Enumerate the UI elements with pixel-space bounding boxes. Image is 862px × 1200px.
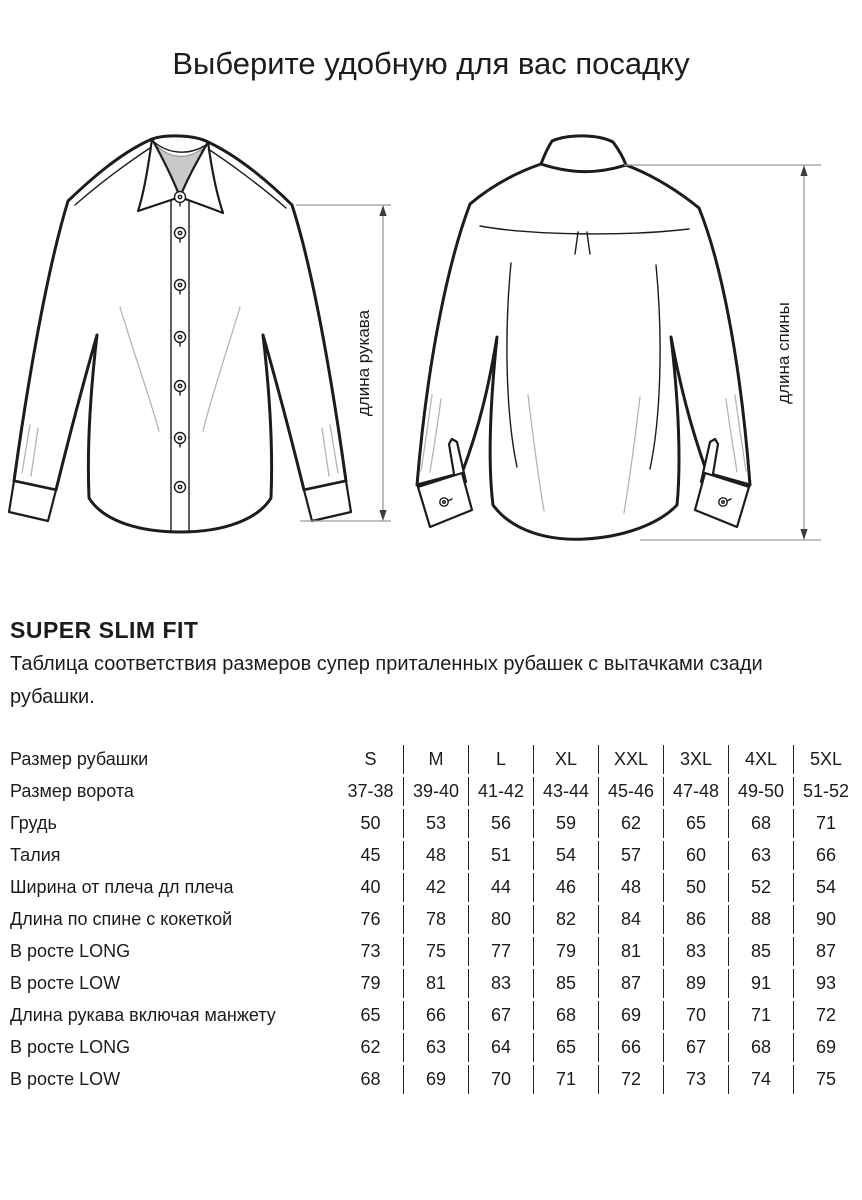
cell-value: 63 [403, 1033, 468, 1062]
cell-value: 48 [403, 841, 468, 870]
table-row [10, 969, 858, 998]
cell-value: 66 [598, 1033, 663, 1062]
row-label: В росте LOW [10, 973, 121, 993]
row-label: Грудь [10, 813, 57, 833]
cell-value: 72 [793, 1001, 858, 1030]
row-label: Длина по спине с кокеткой [10, 909, 233, 929]
table-row [10, 1001, 858, 1030]
fit-description: Таблица соответствия размеров супер приталенных рубашек с вытачками сзади рубашки. [10, 653, 763, 708]
cell-value: 50 [360, 813, 381, 833]
cell-value: 87 [793, 937, 858, 966]
back-length-label: длина спины [774, 302, 793, 404]
cell-value: XL [533, 745, 598, 774]
cell-value: 66 [403, 1001, 468, 1030]
size-table-body [10, 745, 858, 1094]
cell-value: 69 [403, 1065, 468, 1094]
sleeve-length-label: длина рукава [354, 309, 373, 417]
cell-value: 5XL [793, 745, 858, 774]
cell-value: 91 [728, 969, 793, 998]
cell-value: 81 [403, 969, 468, 998]
row-label: Длина рукава включая манжету [10, 1005, 276, 1025]
cell-value: 85 [533, 969, 598, 998]
cell-value: 40 [360, 877, 381, 897]
cell-value: 44 [468, 873, 533, 902]
cell-value: 65 [533, 1033, 598, 1062]
cell-value: 70 [663, 1001, 728, 1030]
cell-value: 42 [403, 873, 468, 902]
cell-value: 71 [533, 1065, 598, 1094]
shirt-diagram [0, 95, 862, 575]
cell-value: 69 [793, 1033, 858, 1062]
back-shirt-drawing [417, 136, 750, 539]
cell-value: 69 [598, 1001, 663, 1030]
table-row [10, 1033, 858, 1062]
cell-value: 51 [468, 841, 533, 870]
cell-value: 57 [598, 841, 663, 870]
table-row [10, 905, 858, 934]
cell-value: 63 [728, 841, 793, 870]
cell-value: 47-48 [663, 777, 728, 806]
cell-value: 66 [793, 841, 858, 870]
cell-value: 82 [533, 905, 598, 934]
cell-value: S [364, 749, 377, 769]
cell-value: 67 [663, 1033, 728, 1062]
cell-value: 79 [533, 937, 598, 966]
cell-value: 90 [793, 905, 858, 934]
cell-value: 81 [598, 937, 663, 966]
cell-value: 49-50 [728, 777, 793, 806]
cell-value: 39-40 [403, 777, 468, 806]
cell-value: 64 [468, 1033, 533, 1062]
size-table [10, 742, 858, 1097]
cell-value: 54 [793, 873, 858, 902]
cell-value: 65 [360, 1005, 381, 1025]
cell-value: 52 [728, 873, 793, 902]
cell-value: 41-42 [468, 777, 533, 806]
row-label: Ширина от плеча дл плеча [10, 877, 234, 897]
cell-value: 88 [728, 905, 793, 934]
cell-value: 77 [468, 937, 533, 966]
cell-value: 56 [468, 809, 533, 838]
cell-value: 70 [468, 1065, 533, 1094]
cell-value: 89 [663, 969, 728, 998]
page-title: Выберите удобную для вас посадку [172, 46, 690, 81]
table-row [10, 745, 858, 774]
cell-value: 54 [533, 841, 598, 870]
fit-heading: SUPER SLIM FIT [10, 617, 199, 643]
cell-value: 43-44 [533, 777, 598, 806]
cell-value: 68 [728, 809, 793, 838]
row-label: В росте LOW [10, 1069, 121, 1089]
table-row [10, 937, 858, 966]
cell-value: 71 [793, 809, 858, 838]
cell-value: 86 [663, 905, 728, 934]
cell-value: 53 [403, 809, 468, 838]
cell-value: 4XL [728, 745, 793, 774]
cell-value: 67 [468, 1001, 533, 1030]
cell-value: 74 [728, 1065, 793, 1094]
cell-value: L [468, 745, 533, 774]
cell-value: 65 [663, 809, 728, 838]
cell-value: 46 [533, 873, 598, 902]
row-label: В росте LONG [10, 941, 131, 961]
row-label: Размер рубашки [10, 749, 149, 769]
cell-value: 85 [728, 937, 793, 966]
cell-value: 48 [598, 873, 663, 902]
cell-value: 75 [793, 1065, 858, 1094]
cell-value: 3XL [663, 745, 728, 774]
front-shirt-drawing [9, 136, 351, 532]
cell-value: 68 [360, 1069, 381, 1089]
cell-value: 68 [728, 1033, 793, 1062]
cell-value: 78 [403, 905, 468, 934]
cell-value: 73 [360, 941, 381, 961]
table-row [10, 873, 858, 902]
cell-value: 59 [533, 809, 598, 838]
table-row [10, 809, 858, 838]
cell-value: 45 [360, 845, 381, 865]
cell-value: M [403, 745, 468, 774]
cell-value: 62 [598, 809, 663, 838]
cell-value: 84 [598, 905, 663, 934]
cell-value: 37-38 [347, 781, 394, 801]
cell-value: 68 [533, 1001, 598, 1030]
cell-value: 83 [663, 937, 728, 966]
cell-value: 80 [468, 905, 533, 934]
row-label: В росте LONG [10, 1037, 131, 1057]
table-row [10, 1065, 858, 1094]
cell-value: 45-46 [598, 777, 663, 806]
table-row [10, 841, 858, 870]
cell-value: 75 [403, 937, 468, 966]
cell-value: 73 [663, 1065, 728, 1094]
cell-value: 83 [468, 969, 533, 998]
cell-value: 87 [598, 969, 663, 998]
cell-value: XXL [598, 745, 663, 774]
cell-value: 51-52 [793, 777, 858, 806]
cell-value: 62 [360, 1037, 381, 1057]
cell-value: 71 [728, 1001, 793, 1030]
row-label: Талия [10, 845, 61, 865]
table-row [10, 777, 858, 806]
row-label: Размер ворота [10, 781, 134, 801]
cell-value: 72 [598, 1065, 663, 1094]
cell-value: 76 [360, 909, 381, 929]
cell-value: 50 [663, 873, 728, 902]
cell-value: 79 [360, 973, 381, 993]
cell-value: 93 [793, 969, 858, 998]
cell-value: 60 [663, 841, 728, 870]
